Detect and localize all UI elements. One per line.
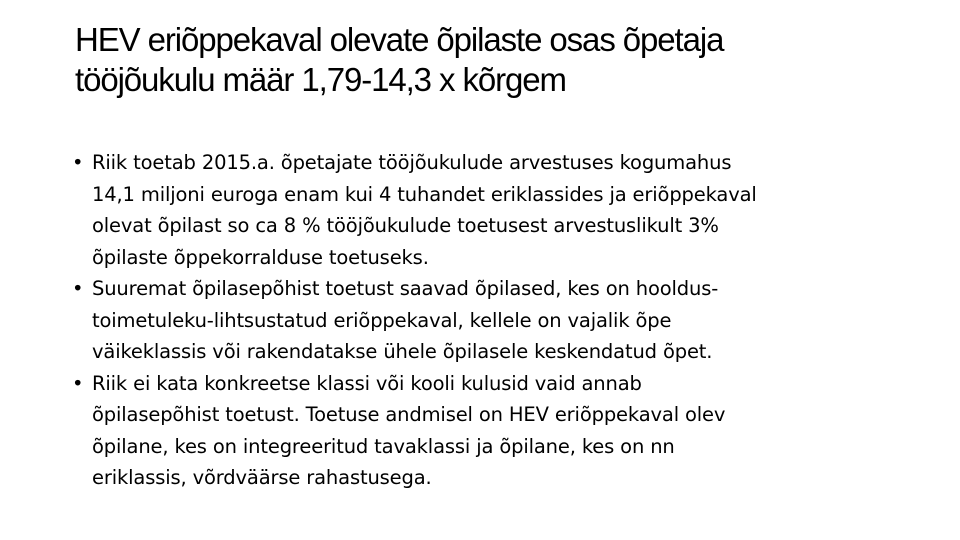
bullet-item bbox=[72, 147, 892, 273]
bullet-line: Riik toetab 2015.a. õpetajate tööjõukulude arvestuses kogumahus bbox=[92, 151, 732, 174]
bullet-line: õpilane, kes on integreeritud tavaklassi ja õpilane, kes on nn bbox=[92, 434, 675, 458]
bullet-text bbox=[92, 273, 892, 368]
bullet-icon: • bbox=[72, 151, 84, 174]
bullet-icon: • bbox=[72, 277, 84, 300]
bullet-line: 14,1 miljoni euroga enam kui 4 tuhandet eriklassides ja eriõppekaval bbox=[92, 182, 757, 206]
bullet-line: eriklassis, võrdväärse rahastusega. bbox=[92, 466, 432, 489]
bullet-line: õpilasepõhist toetust. Toetuse andmisel on HEV eriõppekaval olev bbox=[92, 403, 726, 426]
bullet-line: väikeklassis või rakendatakse ühele õpilasele keskendatud õpet. bbox=[92, 340, 713, 363]
bullet-item bbox=[72, 273, 892, 368]
bullet-line: olevat õpilast so ca 8 % tööjõukulude toetusest arvestuslikult 3% bbox=[92, 214, 719, 237]
title-line: HEV eriõppekaval olevate õpilaste osas õpetaja bbox=[75, 21, 724, 58]
bullet-item bbox=[72, 368, 892, 494]
bullet-text bbox=[92, 147, 892, 273]
bullet-list bbox=[72, 147, 892, 494]
bullet-line: toimetuleku-lihtsustatud eriõppekaval, kellele on vajalik õpe bbox=[92, 308, 672, 332]
bullet-icon: • bbox=[72, 371, 84, 395]
bullet-line: õpilaste õppekorralduse toetuseks. bbox=[92, 245, 429, 269]
slide-title bbox=[75, 20, 935, 100]
bullet-line: Riik ei kata konkreetse klassi või kooli kulusid vaid annab bbox=[92, 371, 642, 395]
bullet-text bbox=[92, 368, 892, 494]
bullet-line: Suuremat õpilasepõhist toetust saavad õpilased, kes on hooldus- bbox=[92, 277, 719, 300]
title-line: tööjõukulu määr 1,79-14,3 x kõrgem bbox=[75, 61, 566, 98]
